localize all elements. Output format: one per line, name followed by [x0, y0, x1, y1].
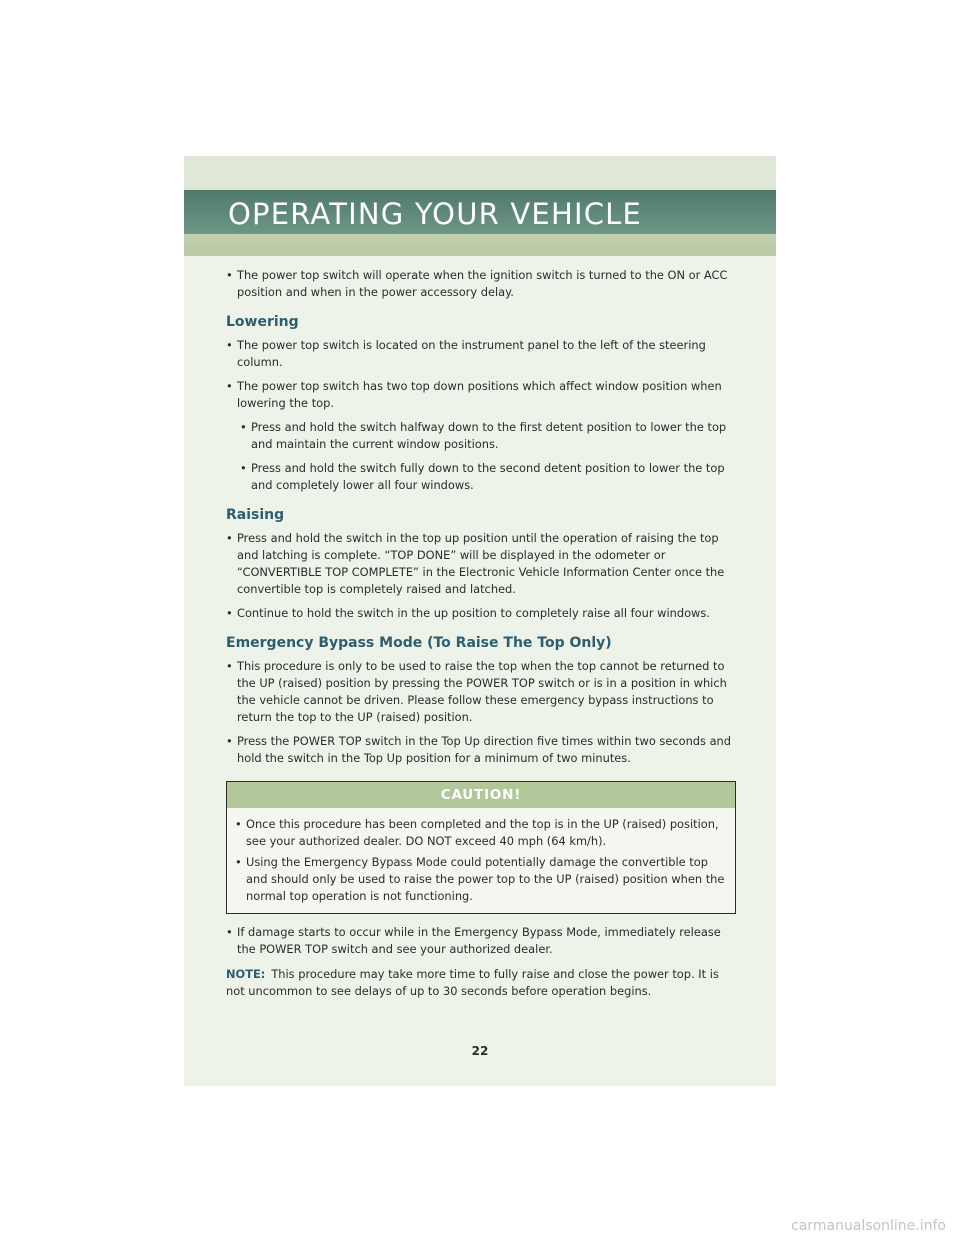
bullet-dot: •: [226, 659, 233, 673]
caution-bullet: [235, 816, 727, 850]
bullet-text: The power top switch is located on the instrument panel to the left of the steering column.: [237, 338, 706, 369]
page-number: 22: [471, 1044, 489, 1058]
bypass-bullet: [226, 658, 736, 726]
bypass-bullet: [226, 733, 736, 767]
bullet-text: Press and hold the switch in the top up position until the operation of raising the top and latching is complete. “TOP DONE” will be displayed in the odometer or “CONVERTIBLE TOP COMPLETE” in the Electronic Vehicle Information Center once the convertible top is completely raised and latched.: [237, 531, 725, 596]
note-label: NOTE:: [226, 967, 266, 981]
bypass-heading: Emergency Bypass Mode (To Raise The Top Only): [226, 635, 612, 651]
bullet-text: Continue to hold the switch in the up position to completely raise all four windows.: [237, 606, 710, 620]
bullet-dot: •: [235, 855, 242, 869]
caution-box: [226, 781, 736, 914]
bullet-dot: •: [226, 531, 233, 545]
bullet-dot: •: [226, 734, 233, 748]
intro-bullet: [226, 267, 736, 301]
page-content: [226, 267, 736, 1000]
bullet-dot: •: [226, 338, 233, 352]
bullet-text: Press the POWER TOP switch in the Top Up direction five times within two seconds and hold the switch in the Top Up position for a minimum of two minutes.: [237, 734, 732, 765]
bullet-dot: •: [240, 461, 247, 475]
caution-body: [227, 808, 735, 913]
damage-bullet: [226, 924, 736, 958]
note-text: This procedure may take more time to fully raise and close the power top. It is not uncommon to see delays of up to 30 seconds before operation begins.: [226, 967, 719, 998]
bullet-text: This procedure is only to be used to raise the top when the top cannot be returned to the UP (raised) position by pressing the POWER TOP switch or is in a position in which the vehicle cannot be driven. Please follow these emergency bypass instructions to return the top to the UP (raised) position.: [237, 659, 727, 724]
caution-title: CAUTION!: [227, 782, 735, 808]
lowering-heading: Lowering: [226, 314, 299, 330]
bullet-dot: •: [240, 420, 247, 434]
note-paragraph: [226, 966, 736, 1000]
bullet-dot: •: [235, 817, 242, 831]
lowering-bullet: [226, 337, 736, 371]
bullet-text: Press and hold the switch halfway down to the first detent position to lower the top and maintain the current window positions.: [251, 420, 727, 451]
bullet-text: The power top switch has two top down positions which affect window position when lowering the top.: [237, 379, 722, 410]
manual-page: [184, 156, 776, 1086]
bullet-text: Using the Emergency Bypass Mode could potentially damage the convertible top and should only be used to raise the power top to the UP (raised) position when the normal top operation is not functioning.: [246, 855, 725, 903]
bullet-text: The power top switch will operate when the ignition switch is turned to the ON or ACC position and when in the power accessory delay.: [237, 268, 728, 299]
raising-heading: Raising: [226, 507, 285, 523]
bullet-dot: •: [226, 925, 233, 939]
lowering-bullet: [226, 378, 736, 412]
bullet-dot: •: [226, 379, 233, 393]
raising-bullet: [226, 530, 736, 598]
bullet-text: Once this procedure has been completed and the top is in the UP (raised) position, see your authorized dealer. DO NOT exceed 40 mph (64 km/h).: [246, 817, 719, 848]
page-header: [184, 156, 776, 256]
lowering-sub-bullet: [240, 460, 736, 494]
caution-bullet: [235, 854, 727, 905]
watermark: carmanualsonline.info: [791, 1218, 946, 1234]
raising-bullet: [226, 605, 736, 622]
bullet-text: Press and hold the switch fully down to the second detent position to lower the top and completely lower all four windows.: [251, 461, 725, 492]
section-title: OPERATING YOUR VEHICLE: [228, 197, 643, 231]
bullet-dot: •: [226, 606, 233, 620]
bullet-dot: •: [226, 268, 233, 282]
bullet-text: If damage starts to occur while in the Emergency Bypass Mode, immediately release the POWER TOP switch and see your authorized dealer.: [237, 925, 721, 956]
lowering-sub-bullet: [240, 419, 736, 453]
